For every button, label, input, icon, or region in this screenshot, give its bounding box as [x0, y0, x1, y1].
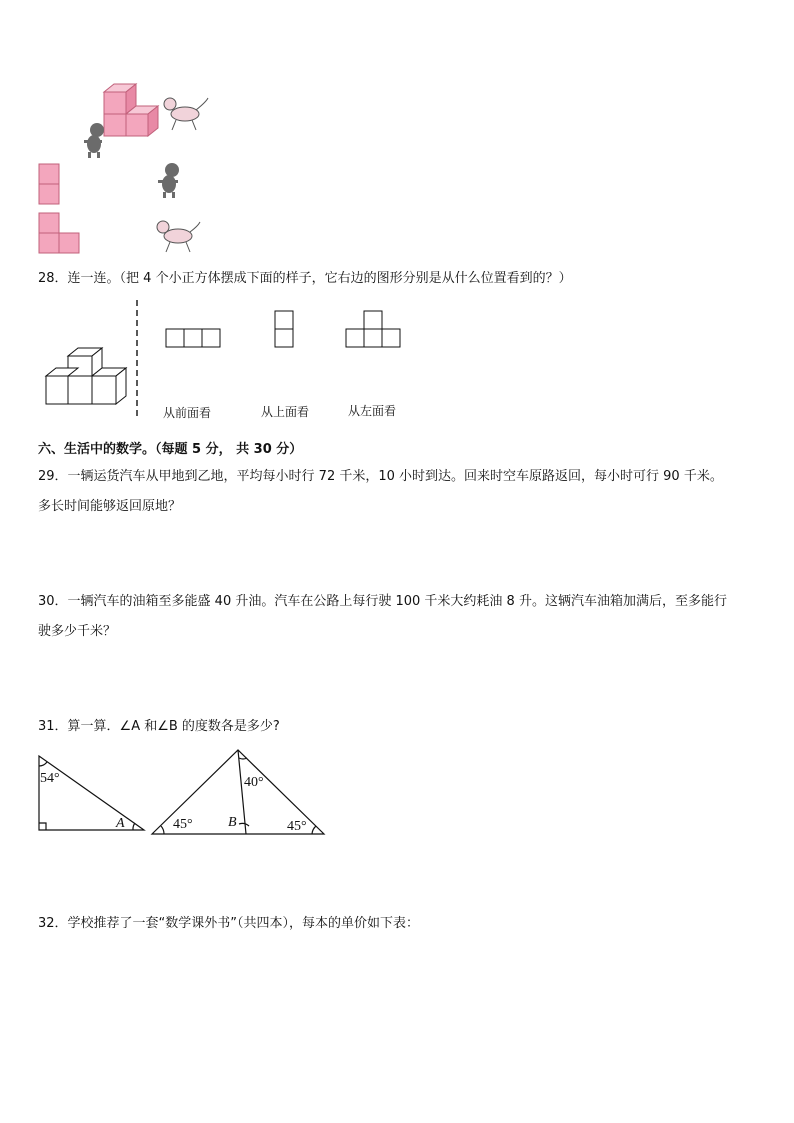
q27-figure — [30, 80, 230, 260]
angle-40-label: 40° — [244, 775, 264, 790]
view-two-stacked — [275, 311, 293, 347]
pink-view-vertical — [39, 164, 59, 204]
view-label-front: 从前面看 — [163, 406, 212, 420]
angle-a-label: A — [116, 816, 125, 831]
angle-45-right-label: 45° — [287, 819, 307, 834]
pink-cube-stack — [104, 84, 158, 136]
q29-line2: 多长时间能够返回原地？ — [38, 499, 182, 514]
q30-line1: 30．一辆汽车的油箱至多能盛 40 升油。汽车在公路上每行驶 100 千米大约耗油 8 升。这辆汽车油箱加满后，至多能行 — [38, 594, 727, 609]
monkey-icon — [84, 123, 104, 158]
view-three-row — [166, 329, 220, 347]
q30-line2: 驶多少千米？ — [38, 624, 117, 639]
dog-icon — [157, 221, 200, 252]
q31-text: 31．算一算．∠A 和∠B 的度数各是多少? — [38, 719, 280, 734]
angle-45-left-label: 45° — [173, 817, 193, 832]
pink-view-l-shape — [39, 213, 79, 253]
q32-text: 32．学校推荐了一套“数学课外书”（共四本），每本的单价如下表： — [38, 916, 420, 931]
view-t-shape — [346, 311, 400, 347]
q28-text: 28．连一连。（把 4 个小正方体摆成下面的样子，它右边的图形分别是从什么位置看到的？） — [38, 271, 572, 286]
angle-b-label: B — [228, 815, 237, 830]
dog-icon — [164, 98, 208, 130]
right-triangle — [39, 756, 144, 830]
q29-line1: 29．一辆运货汽车从甲地到乙地，平均每小时行 72 千米，10 小时到达。回来时空车原路返回，每小时可行 90 千米。 — [38, 469, 723, 484]
monkey-icon — [158, 163, 179, 198]
section-heading: 六、生活中的数学。（每题 5 分， 共 30 分） — [38, 442, 303, 457]
view-label-left: 从左面看 — [348, 404, 397, 418]
cube-structure — [46, 348, 126, 404]
view-label-top: 从上面看 — [261, 405, 310, 419]
angle-54-label: 54° — [40, 771, 60, 786]
